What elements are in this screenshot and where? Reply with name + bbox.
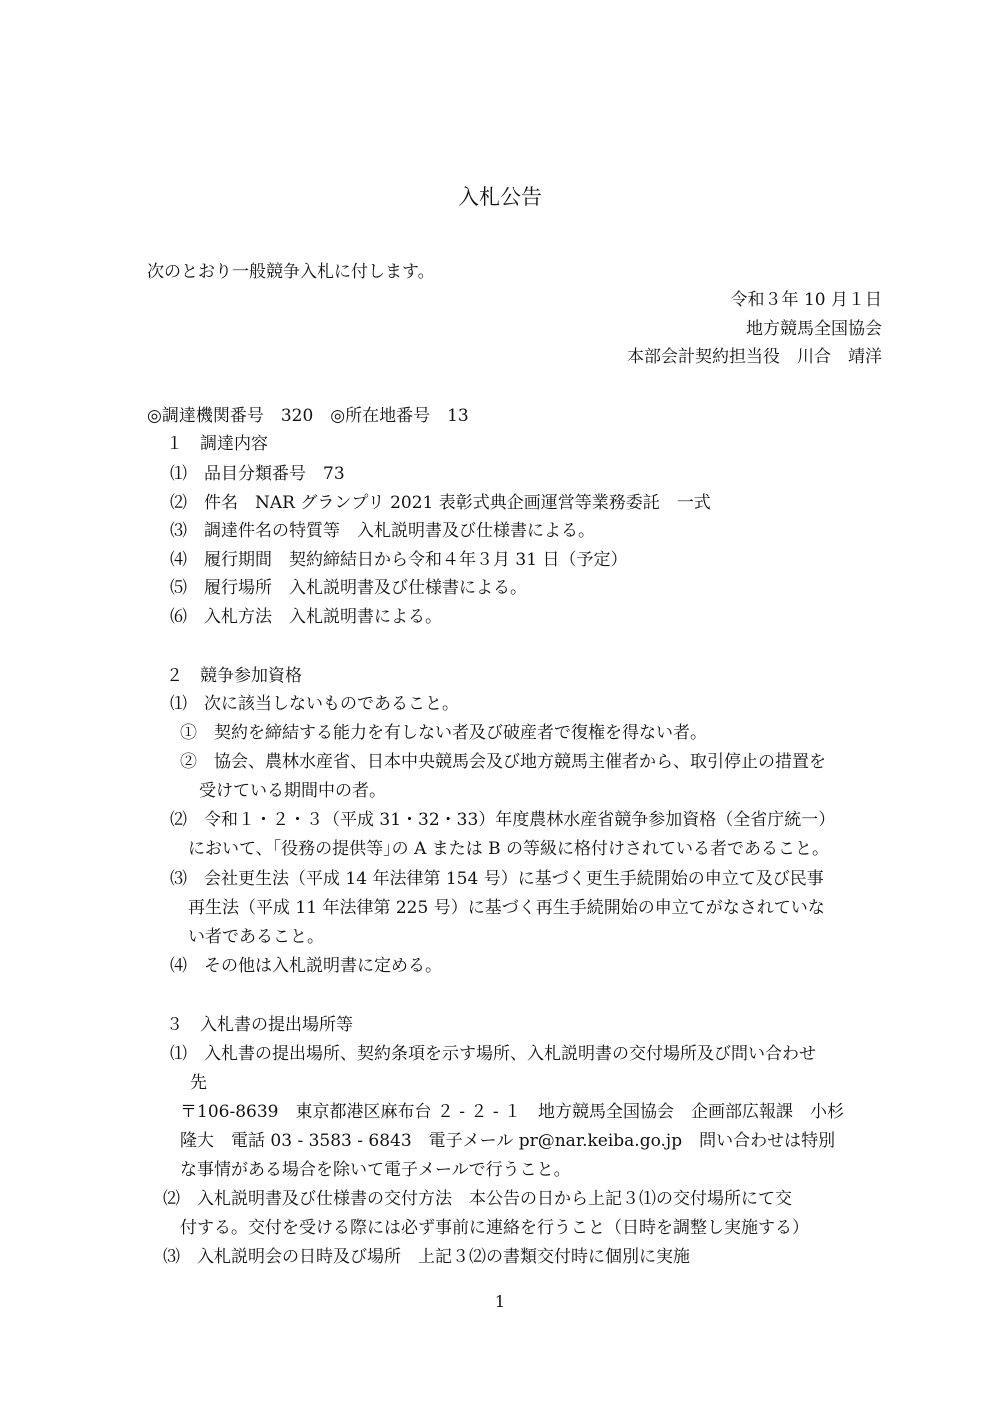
section-1-item: ⑹ 入札方法 入札説明書による。 bbox=[170, 607, 442, 627]
organization-name: 地方競馬全国協会 bbox=[746, 319, 882, 339]
section-2-subitem-2-cont: 受けている期間中の者。 bbox=[199, 781, 386, 801]
contract-officer: 本部会計契約担当役 川合 靖洋 bbox=[627, 347, 882, 367]
section-2-item-2-cont: において、｢役務の提供等｣の A または B の等級に格付けされている者であること。 bbox=[188, 839, 830, 859]
section-1-item: ⑸ 履行場所 入札説明書及び仕様書による。 bbox=[170, 578, 527, 598]
notice-date: 令和３年 10 月１日 bbox=[730, 290, 882, 310]
section-1-item: ⑵ 件名 NAR グランプリ 2021 表彰式典企画運営等業務委託 一式 bbox=[170, 493, 711, 513]
page-title: 入札公告 bbox=[458, 185, 542, 209]
section-3-item-2: ⑵ 入札説明書及び仕様書の交付方法 本公告の日から上記３⑴の交付場所にて交 bbox=[163, 1189, 792, 1209]
section-2-item-3: ⑶ 会社更生法（平成 14 年法律第 154 号）に基づく更生手続開始の申立て及び民事 bbox=[170, 869, 824, 889]
section-2-item-3-cont: 再生法（平成 11 年法律第 225 号）に基づく再生手続開始の申立てがなされていな bbox=[188, 898, 825, 918]
section-3-heading: ３ 入札書の提出場所等 bbox=[166, 1015, 353, 1035]
section-2-item-3-cont: い者であること。 bbox=[188, 927, 324, 947]
section-1-heading: １ 調達内容 bbox=[166, 434, 268, 454]
agency-codes: ◎調達機関番号 320 ◎所在地番号 13 bbox=[147, 406, 469, 426]
section-1-item: ⑶ 調達件名の特質等 入札説明書及び仕様書による。 bbox=[170, 521, 595, 541]
section-3-item-2-cont: 付する。交付を受ける際には必ず事前に連絡を行うこと（日時を調整し実施する） bbox=[180, 1218, 809, 1238]
section-2-item-4: ⑷ その他は入札説明書に定める。 bbox=[170, 956, 442, 976]
section-3-item-3: ⑶ 入札説明会の日時及び場所 上記３⑵の書類交付時に個別に実施 bbox=[163, 1247, 690, 1267]
section-1-item: ⑴ 品目分類番号 73 bbox=[170, 464, 345, 484]
page-number: 1 bbox=[494, 1292, 506, 1311]
section-3-item-1: ⑴ 入札書の提出場所、契約条項を示す場所、入札説明書の交付場所及び問い合わせ bbox=[170, 1044, 816, 1064]
section-2-subitem-1: ① 契約を締結する能力を有しない者及び破産者で復権を得ない者。 bbox=[180, 723, 707, 743]
section-1-item: ⑷ 履行期間 契約締結日から令和４年３月 31 日（予定） bbox=[170, 550, 628, 570]
section-2-item-2: ⑵ 令和１・２・３（平成 31・32・33）年度農林水産省競争参加資格（全省庁統一） bbox=[170, 810, 836, 830]
contact-note: な事情がある場合を除いて電子メールで行うこと。 bbox=[180, 1160, 571, 1180]
section-2-heading: ２ 競争参加資格 bbox=[166, 666, 302, 686]
section-2-subitem-2: ② 協会、農林水産省、日本中央競馬会及び地方競馬主催者から、取引停止の措置を bbox=[180, 752, 826, 772]
intro-text: 次のとおり一般競争入札に付します。 bbox=[147, 262, 435, 282]
section-3-item-1-cont: 先 bbox=[190, 1073, 207, 1093]
contact-phone-email: 隆大 電話 03 - 3583 - 6843 電子メール pr@nar.keiba.go.jp 問い合わせは特別 bbox=[180, 1131, 836, 1151]
section-2-item-1: ⑴ 次に該当しないものであること。 bbox=[170, 694, 459, 714]
contact-address: 〒106-8639 東京都港区麻布台 ２ - ２ - １ 地方競馬全国協会 企画部広報課 小杉 bbox=[180, 1102, 844, 1122]
